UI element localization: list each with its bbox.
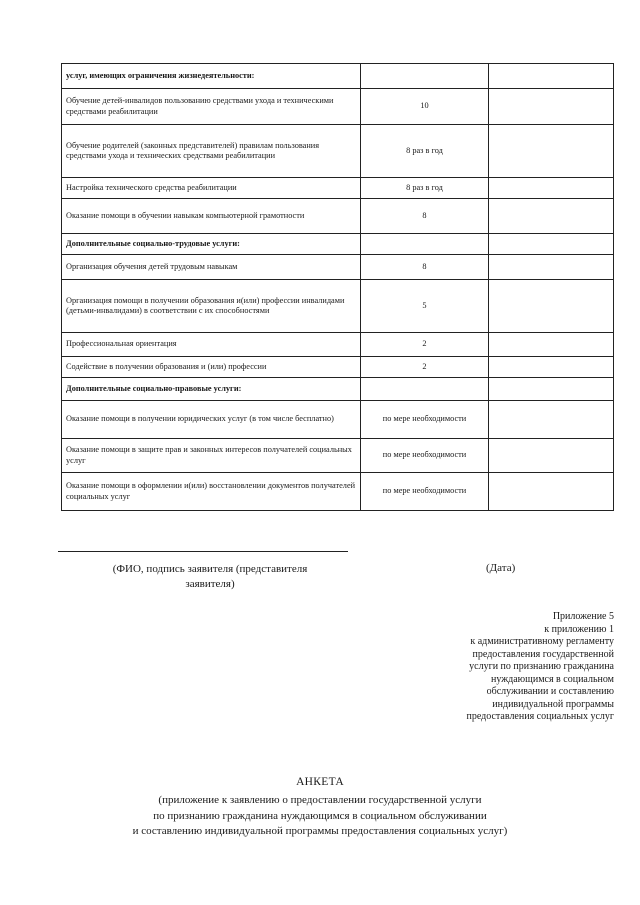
note-cell: [489, 89, 614, 125]
anketa-subtitle-line: и составлению индивидуальной программы предоставления социальных услуг): [132, 825, 508, 838]
service-row: [62, 178, 614, 199]
appendix-line: индивидуальной программы: [492, 698, 614, 710]
appendix-line: к приложению 1: [544, 623, 614, 635]
service-row: [62, 199, 614, 234]
signature-caption-line1: (ФИО, подпись заявителя (представителя: [112, 563, 308, 575]
appendix-line: Приложение 5: [552, 611, 614, 622]
note-cell: [489, 178, 614, 199]
note-cell: [489, 125, 614, 178]
service-name-cell: Содействие в получении образования и (или) профессии: [62, 357, 361, 378]
signature-caption: [75, 562, 345, 592]
note-cell: [489, 255, 614, 280]
frequency-cell: [361, 64, 489, 89]
appendix-line: предоставления социальных услуг: [466, 711, 614, 722]
services-table: [61, 63, 614, 511]
service-name-cell: Профессиональная ориентация: [62, 333, 361, 357]
frequency-cell: 5: [361, 280, 489, 333]
anketa-subtitle-line: по признанию гражданина нуждающимся в социальном обслуживании: [153, 809, 487, 822]
note-cell: [489, 64, 614, 89]
service-row: [62, 125, 614, 178]
service-row: [62, 473, 614, 511]
appendix-line: предоставления государственной: [472, 648, 614, 660]
appendix-line: нуждающимся в социальном: [491, 673, 614, 685]
service-name-cell: Обучение родителей (законных представителей) правилам пользования средствами ухода и технических средствами реабилитации: [62, 125, 361, 178]
service-name-cell: Организация помощи в получении образования и(или) профессии инвалидами (детьми-инвалидами) в соответствии с их способностями: [62, 280, 361, 333]
service-name-cell: Оказание помощи в получении юридических услуг (в том числе бесплатно): [62, 401, 361, 439]
appendix-line: обслуживании и составлению: [486, 686, 614, 697]
signature-caption-line2: заявителя): [185, 577, 235, 590]
services-table-body: [62, 64, 614, 511]
anketa-title: АНКЕТА: [296, 776, 344, 788]
frequency-cell: 10: [361, 89, 489, 125]
frequency-cell: по мере необходимости: [361, 439, 489, 473]
service-row: [62, 401, 614, 439]
section-heading-cell: Дополнительные социально-правовые услуги:: [62, 378, 361, 401]
service-row: [62, 357, 614, 378]
service-name-cell: Оказание помощи в обучении навыкам компьютерной грамотности: [62, 199, 361, 234]
frequency-cell: 8: [361, 199, 489, 234]
service-name-cell: Организация обучения детей трудовым навыкам: [62, 255, 361, 280]
date-caption: (Дата): [486, 562, 516, 574]
frequency-cell: 2: [361, 333, 489, 357]
service-name-cell: Настройка технического средства реабилитации: [62, 178, 361, 199]
service-name-cell: Обучение детей-инвалидов пользованию средствами ухода и техническими средствами реабилитации: [62, 89, 361, 125]
service-row: [62, 439, 614, 473]
service-row: [62, 280, 614, 333]
section-heading-cell: Дополнительные социально-трудовые услуги:: [62, 234, 361, 255]
frequency-cell: 8 раз в год: [361, 178, 489, 199]
service-row: [62, 333, 614, 357]
note-cell: [489, 401, 614, 439]
signature-line: [58, 551, 348, 552]
service-name-cell: Оказание помощи в защите прав и законных интересов получателей социальных услуг: [62, 439, 361, 473]
note-cell: [489, 439, 614, 473]
anketa-subtitle: [0, 793, 640, 840]
appendix-note: [384, 611, 614, 724]
anketa-subtitle-line: (приложение к заявлению о предоставлении государственной услуги: [158, 794, 482, 806]
service-name-cell: Оказание помощи в оформлении и(или) восстановлении документов получателей социальных услуг: [62, 473, 361, 511]
note-cell: [489, 333, 614, 357]
appendix-line: услуги по признанию гражданина: [469, 661, 614, 672]
frequency-cell: по мере необходимости: [361, 401, 489, 439]
section-row: [62, 64, 614, 89]
service-row: [62, 89, 614, 125]
appendix-line: к административному регламенту: [470, 636, 614, 647]
frequency-cell: по мере необходимости: [361, 473, 489, 511]
frequency-cell: [361, 234, 489, 255]
frequency-cell: 2: [361, 357, 489, 378]
frequency-cell: [361, 378, 489, 401]
note-cell: [489, 473, 614, 511]
note-cell: [489, 280, 614, 333]
section-heading-cell: услуг, имеющих ограничения жизнедеятельности:: [62, 64, 361, 89]
frequency-cell: 8: [361, 255, 489, 280]
section-row: [62, 378, 614, 401]
section-row: [62, 234, 614, 255]
note-cell: [489, 378, 614, 401]
service-row: [62, 255, 614, 280]
note-cell: [489, 234, 614, 255]
note-cell: [489, 357, 614, 378]
frequency-cell: 8 раз в год: [361, 125, 489, 178]
note-cell: [489, 199, 614, 234]
